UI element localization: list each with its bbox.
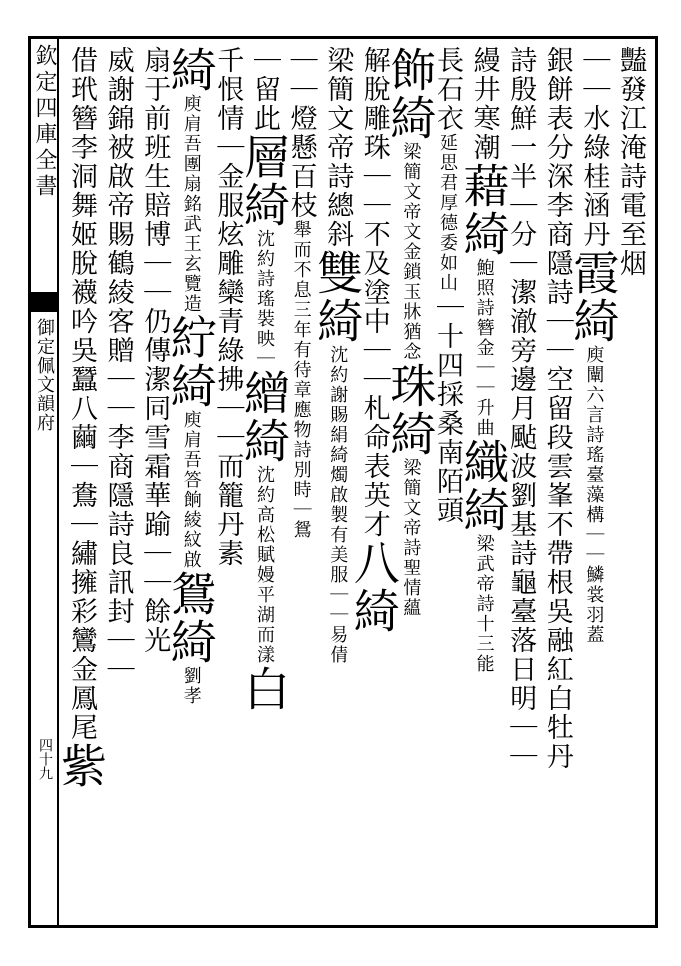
column-text: ｜金服炫雕欒 xyxy=(212,133,244,307)
column-text: 豔發江淹詩電至烟 xyxy=(615,46,646,278)
column-text: 縵井寒潮 xyxy=(468,46,500,162)
text-column xyxy=(134,46,174,655)
headword: 紵綺 xyxy=(163,314,218,410)
headword: 飾綺 xyxy=(383,46,438,142)
column-text: ｜留此 xyxy=(249,46,280,133)
annotation: 庾闡六言詩瑤臺藻構｜｜鱗裳羽蓋 xyxy=(583,345,605,645)
annotation: 庾肩吾答餉綾紋啟 xyxy=(180,410,202,570)
column-text: 餘光 xyxy=(139,597,171,655)
column-text: 詩殷鮮一半｜分｜潔澈旁邊月颭波劉基詩龜臺落日明｜｜ xyxy=(505,46,537,771)
text-column xyxy=(537,46,577,771)
annotation: 梁簡文帝詩聖情蘊 xyxy=(400,458,422,618)
headword: 雙綺 xyxy=(310,249,365,345)
text-column xyxy=(207,46,247,568)
text-column xyxy=(610,46,650,278)
column-text: 借玳簪李洞舞姬脫襪吟吳蠶八繭｜鴦｜繡擁彩鸞金鳳尾 xyxy=(66,46,97,742)
column-text: ｜｜札命表英才 xyxy=(358,336,390,539)
headword: 鴛綺 xyxy=(163,570,218,666)
annotation: 延思君厚德委如山 xyxy=(437,133,458,293)
headword: 珠綺 xyxy=(383,362,438,458)
column-text: 千恨情 xyxy=(212,46,244,133)
headword: 白 xyxy=(237,665,291,713)
column-text: 青綠拂｜｜而籠丹素 xyxy=(212,307,244,568)
text-column xyxy=(566,46,621,645)
annotation: 鮑照詩簪金｜｜升曲 xyxy=(473,258,495,438)
headword: 藉綺 xyxy=(456,162,511,258)
margin-title: 欽定四庫全書 xyxy=(32,44,57,200)
headword: 紫 xyxy=(54,742,108,790)
annotation: 梁武帝詩十三能 xyxy=(473,534,495,674)
text-column xyxy=(237,46,291,713)
column-text: ｜十四採桑南陌頭 xyxy=(432,293,463,525)
column-text: 潔同雪霜華踰｜｜ xyxy=(139,365,171,597)
headword: 織綺 xyxy=(456,438,511,534)
annotation: 劉孝 xyxy=(180,666,202,706)
column-text: 銀餅表分深李商隱詩｜｜空留段雲峯不帶根吳融紅白牡丹 xyxy=(541,46,573,771)
text-column xyxy=(456,46,511,674)
text-column xyxy=(163,46,218,706)
column-text: ｜｜燈懸百枝 xyxy=(285,46,317,220)
margin-divider xyxy=(57,36,59,928)
annotation: 庾肩吾團扇銘武王玄覽造 xyxy=(180,94,202,314)
headword: 層綺 xyxy=(237,133,291,229)
column-text: 扇于前班生賠博｜｜仍傳 xyxy=(139,46,171,365)
text-column xyxy=(500,46,540,771)
text-column xyxy=(281,46,321,540)
text-column xyxy=(310,46,365,665)
annotation: 舉而不息三年有待章應物詩別時｜鴛 xyxy=(290,220,312,540)
frame-right-rule xyxy=(655,36,658,928)
text-column xyxy=(54,46,108,790)
annotation: 沈約謝賜絹綺燭啟製有美服｜｜易倩 xyxy=(327,345,349,665)
column-text: 梁簡文帝詩總斜 xyxy=(322,46,354,249)
headword: 繒綺 xyxy=(237,369,291,465)
column-text: 解脫雕珠｜｜不及塗中 xyxy=(358,46,390,336)
annotation: 沈約詩瑤裝映｜ xyxy=(254,229,275,369)
fish-tail-mark xyxy=(31,292,57,312)
text-column xyxy=(98,46,138,684)
headword: 八綺 xyxy=(346,539,401,635)
text-column xyxy=(383,46,438,618)
annotation: 沈約高松賦嫚平湖而漾 xyxy=(254,465,275,665)
headword: 綺 xyxy=(163,46,218,94)
column-text: 威謝錦被啟帝賜鶴綾客贈｜｜李商隱詩良訊封｜｜ xyxy=(102,46,134,684)
column-text: 長石衣 xyxy=(432,46,463,133)
margin-subtitle: 御定佩文韻府 xyxy=(34,318,55,432)
frame-top-rule xyxy=(28,36,658,39)
page-number: 四十九 xyxy=(37,738,53,780)
annotation: 梁簡文帝文金鎖玉牀猶念 xyxy=(400,142,422,362)
headword: 霞綺 xyxy=(566,249,621,345)
frame-bottom-rule xyxy=(28,925,658,928)
column-text: ｜｜水綠桂涵丹 xyxy=(578,46,610,249)
